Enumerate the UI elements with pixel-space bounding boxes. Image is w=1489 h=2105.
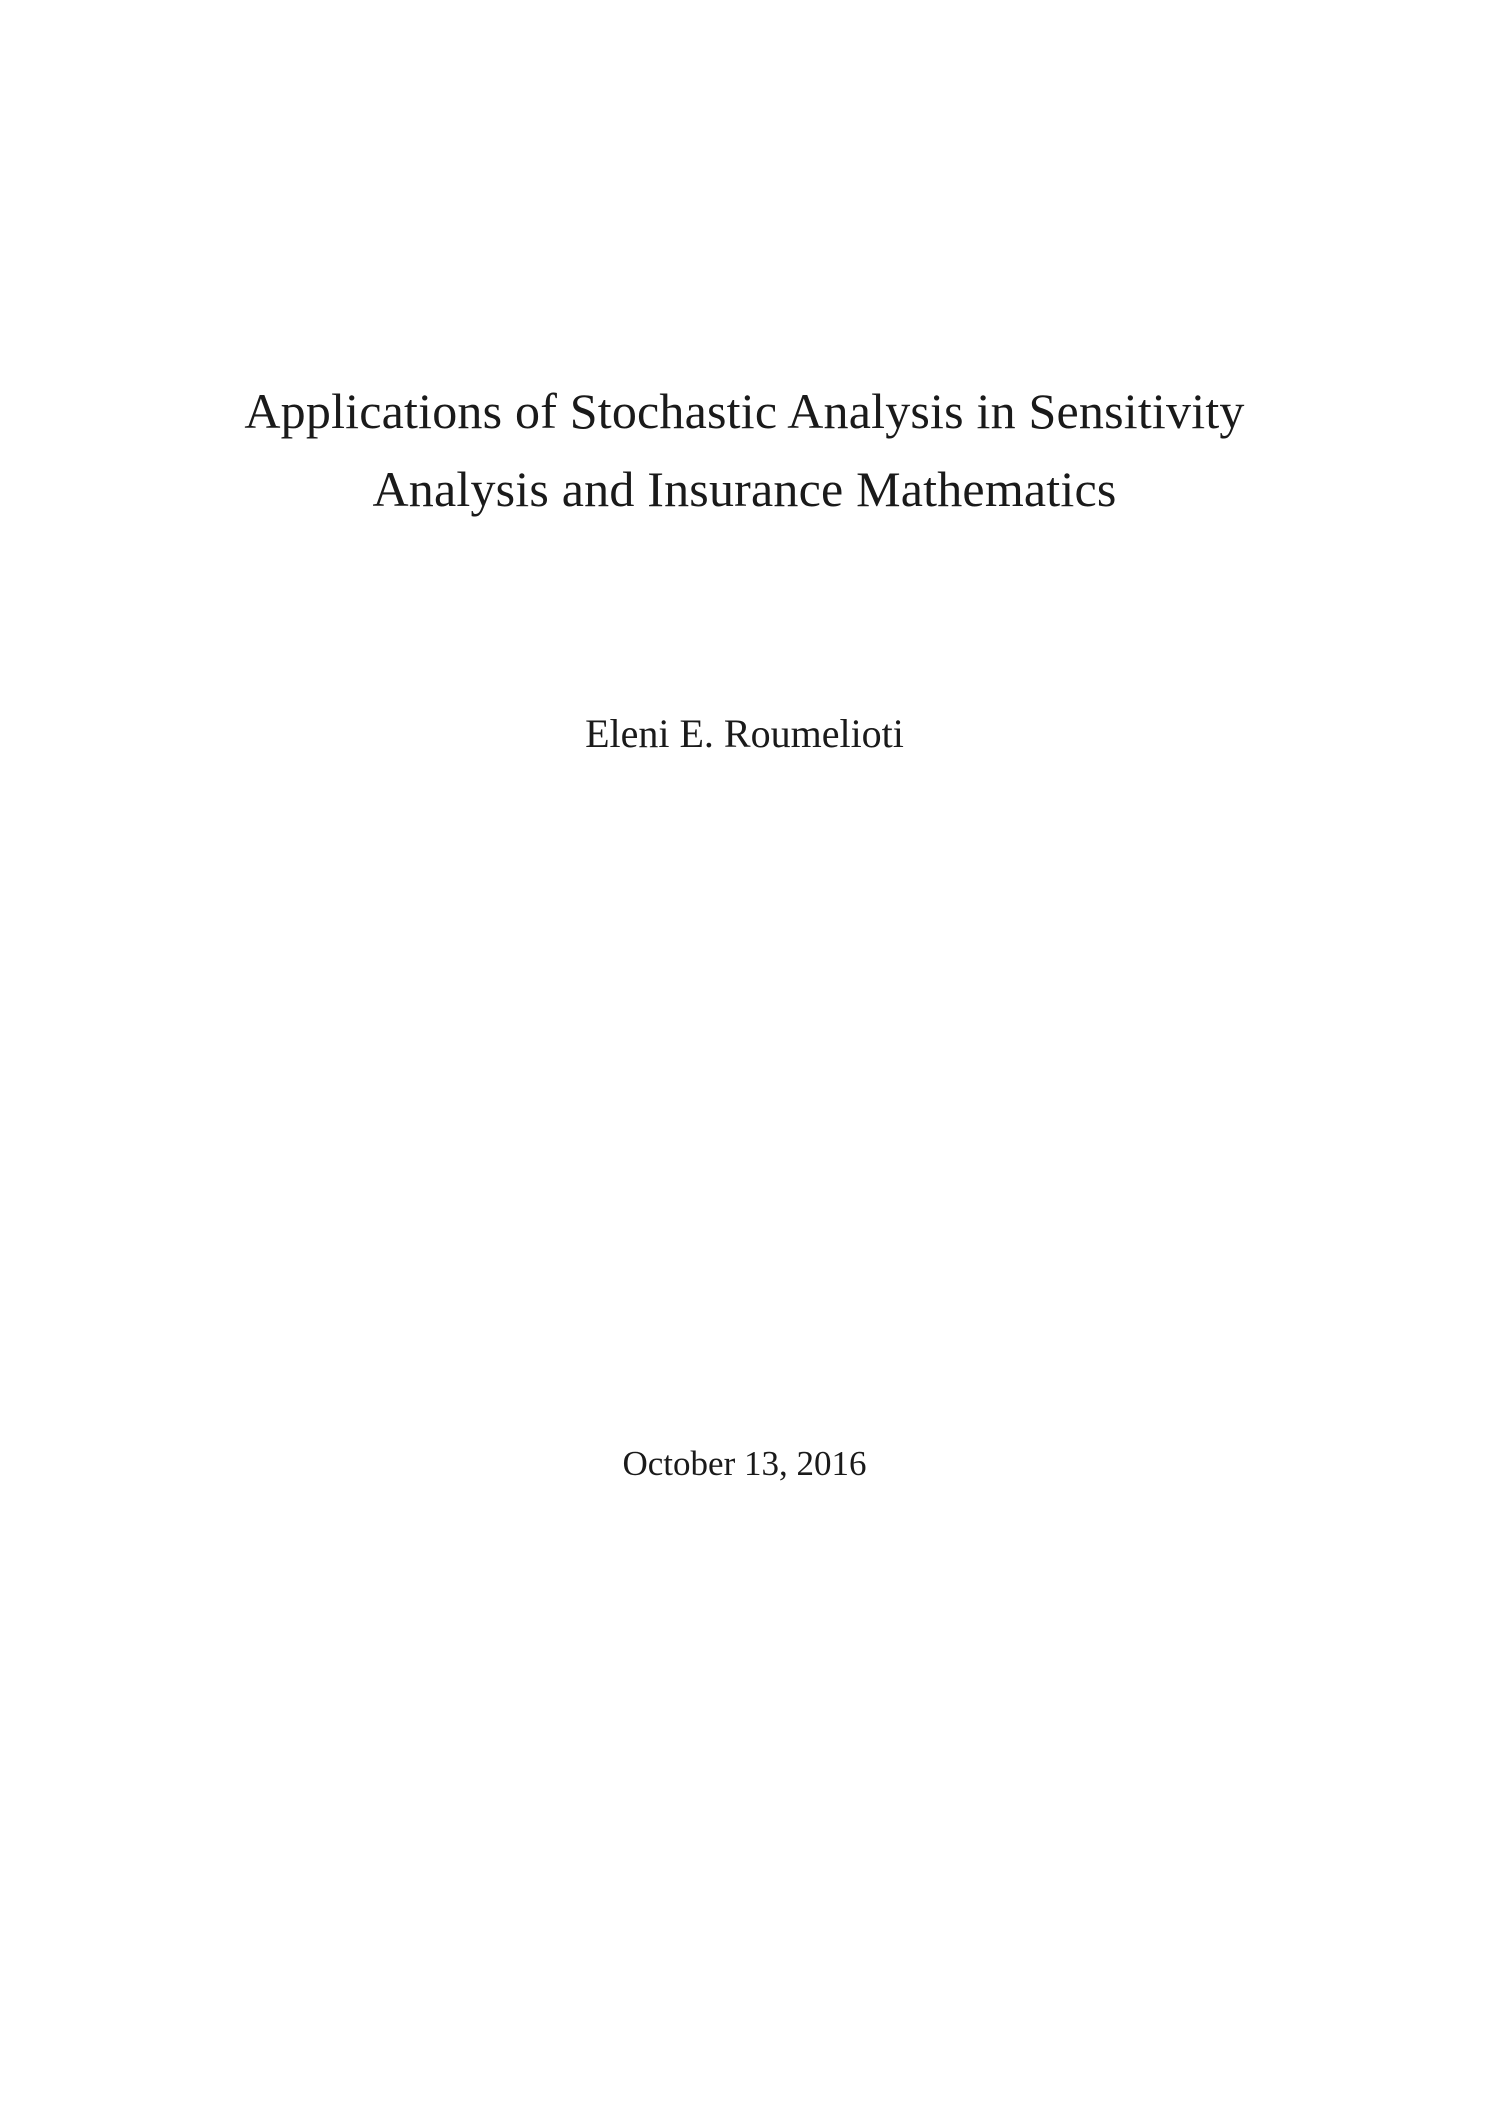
publication-date: October 13, 2016 bbox=[622, 1444, 867, 1483]
title-line-1: Applications of Stochastic Analysis in Sensitivity bbox=[244, 383, 1245, 439]
title-line-2: Analysis and Insurance Mathematics bbox=[372, 461, 1117, 517]
author-name: Eleni E. Roumelioti bbox=[585, 711, 904, 756]
document-title bbox=[0, 372, 1489, 528]
